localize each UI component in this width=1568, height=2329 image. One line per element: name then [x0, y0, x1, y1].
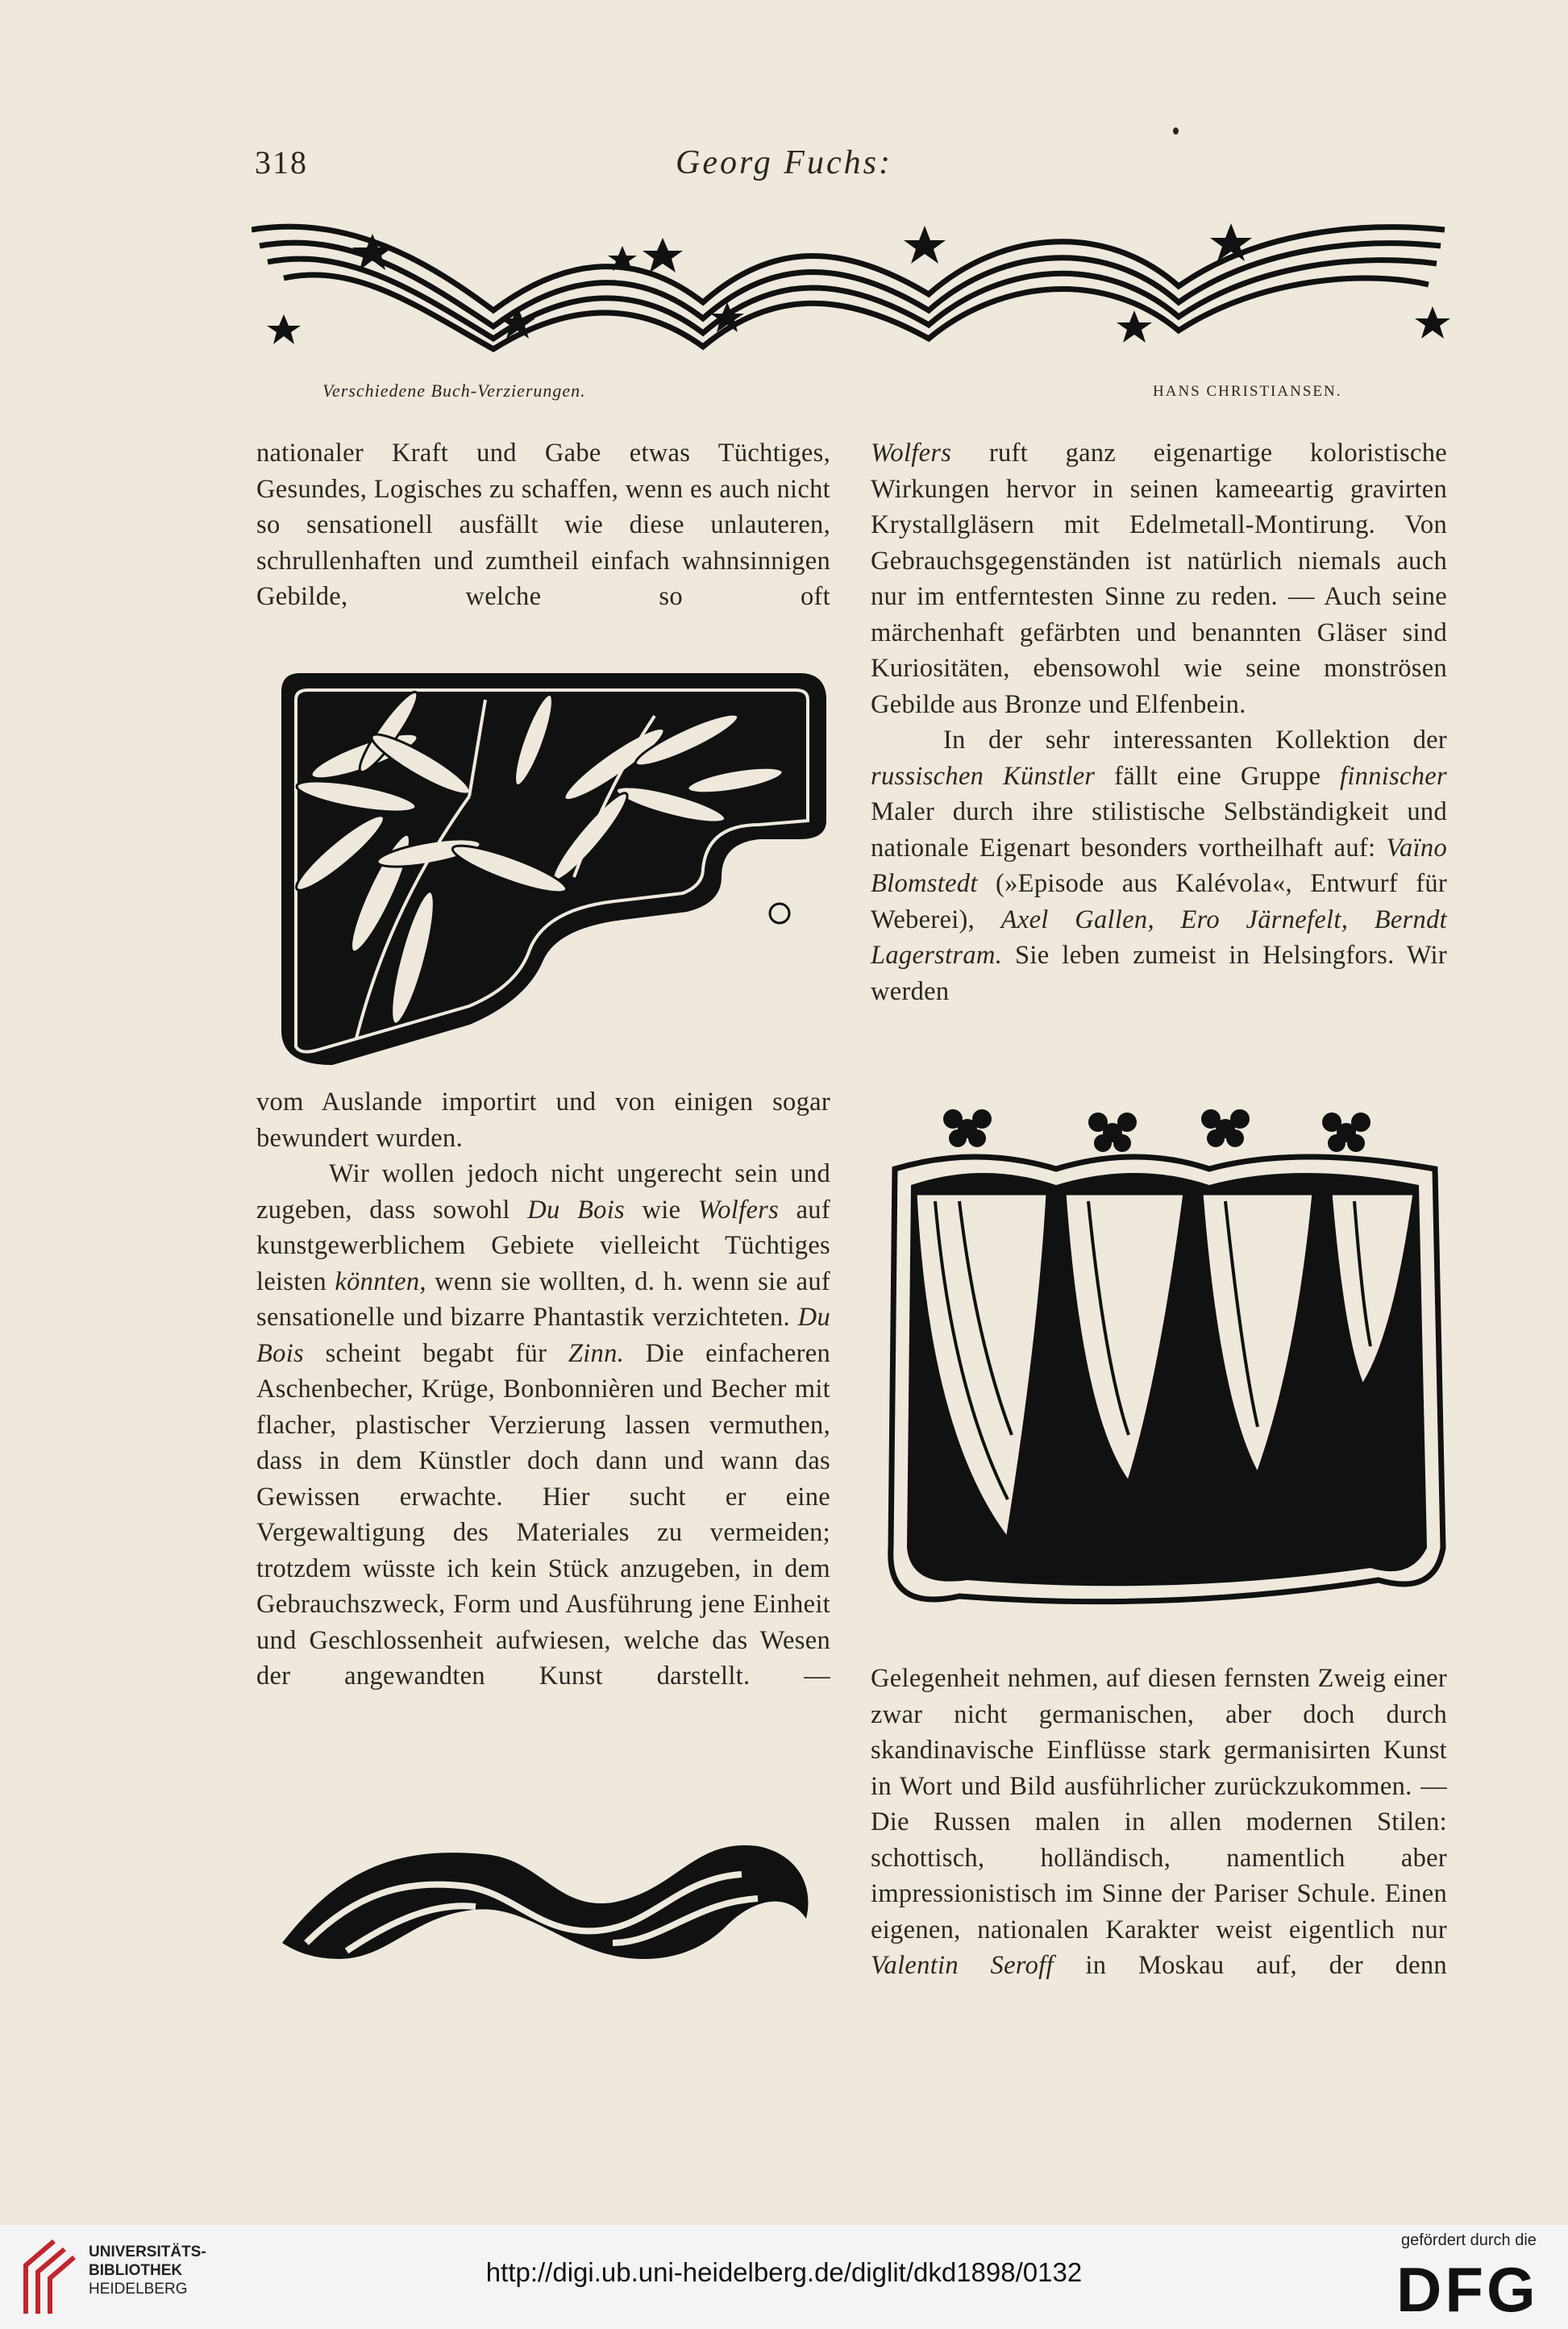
left-column-block-2: [256, 1084, 830, 1695]
funding-note: gefördert durch die: [1401, 2231, 1537, 2249]
paragraph: vom Auslande importirt und von einigen sogar bewundert wurden.: [256, 1088, 830, 1153]
figure-caption: Verschiedene Buch-Verzierungen.: [322, 381, 586, 401]
left-column-block-1: [256, 435, 830, 615]
paragraph: Wir wollen jedoch nicht ungerecht sein und zugeben, dass sowohl Du Bois wie Wolfers auf kunstgewerblichem Gebiete vielleicht Tüchtiges leisten könnten, wenn sie wollten, d. h. wenn sie auf sensationelle und bizarre Phantastik verzichteten. Du Bois scheint begabt für Zinn. Die einfacheren Aschenbecher, Krüge, Bonbonnièren und Becher mit flacher, plastischer Verzierung lassen vermuthen, dass in dem Künstler doch dann und wann das Gewissen erwachte. Hier sucht er eine Vergewaltigung des Materiales zu vermeiden; trotzdem wüsste ich kein Stück anzugeben, in dem Gebrauchszweck, Form und Ausführung jene Einheit und Geschlossenheit aufwiesen, welche das Wesen der angewandten Kunst darstellt. —: [256, 1159, 831, 1691]
top-ornament-band: [252, 214, 1453, 359]
figure-credit: HANS CHRISTIANSEN.: [1153, 383, 1342, 400]
source-url-link[interactable]: http://digi.ub.uni-heidelberg.de/diglit/dkd1898/0132: [485, 2257, 1083, 2287]
flower-drapery-illustration: [879, 1096, 1451, 1620]
running-title: Georg Fuchs:: [676, 144, 892, 181]
paragraph: In der sehr interessanten Kollektion der russischen Künstler fällt eine Gruppe finnischer Maler durch ihre stilistische Selbständigkeit und nationale Eigenart besonders vortheilhaft auf: Vaïno Blomstedt (»Episode aus Kalévola«, Entwurf für Weberei), Axel Gallen, Ero Järnefelt, Berndt Lagerstram. Sie leben zumeist in Helsingfors. Wir werden: [871, 726, 1447, 1006]
page-number: 318: [255, 144, 308, 181]
floral-vignette-illustration: [268, 668, 832, 1071]
wave-ornament-illustration: [274, 1822, 822, 1975]
ink-speck: [1173, 127, 1179, 135]
paragraph: Gelegenheit nehmen, auf diesen fernsten Zweig einer zwar nicht germanischen, aber doch durch skandinavische Einflüsse stark germanisirten Kunst in Wort und Bild ausführlicher zurückzukommen. — Die Russen malen in allen modernen Stilen: schottisch, holländisch, namentlich aber impressionistisch im Sinne der Pariser Schule. Einen eigenen, nationalen Karakter weist eigentlich nur Valentin Seroff in Moskau auf, der denn: [871, 1664, 1447, 1980]
library-name: UNIVERSITÄTS- BIBLIOTHEK HEIDELBERG: [89, 2244, 206, 2298]
right-column-block-3: [871, 1661, 1447, 1984]
paragraph: Wolfers ruft ganz eigenartige koloristische Wirkungen hervor in seinen kameeartig gravirten Krystallgläsern mit Edelmetall-Montirung. Von Gebrauchsgegenständen ist natürlich niemals auch nur im entferntesten Sinne zu reden. — Auch seine märchenhaft gefärbten und benannten Gläser sind Kuriositäten, ebensowohl wie seine monströsen Gebilde aus Bronze und Elfenbein.: [871, 439, 1447, 719]
right-column-block-1: [871, 435, 1447, 1009]
dfg-logo: DFG: [1396, 2254, 1539, 2325]
paragraph: nationaler Kraft und Gabe etwas Tüchtiges, Gesundes, Logisches zu schaffen, wenn es auch nicht so sensationell ausfällt wie diese unlauteren, schrullenhaften und zumtheil einfach wahnsinnigen Gebilde, welche so oft: [256, 439, 830, 611]
